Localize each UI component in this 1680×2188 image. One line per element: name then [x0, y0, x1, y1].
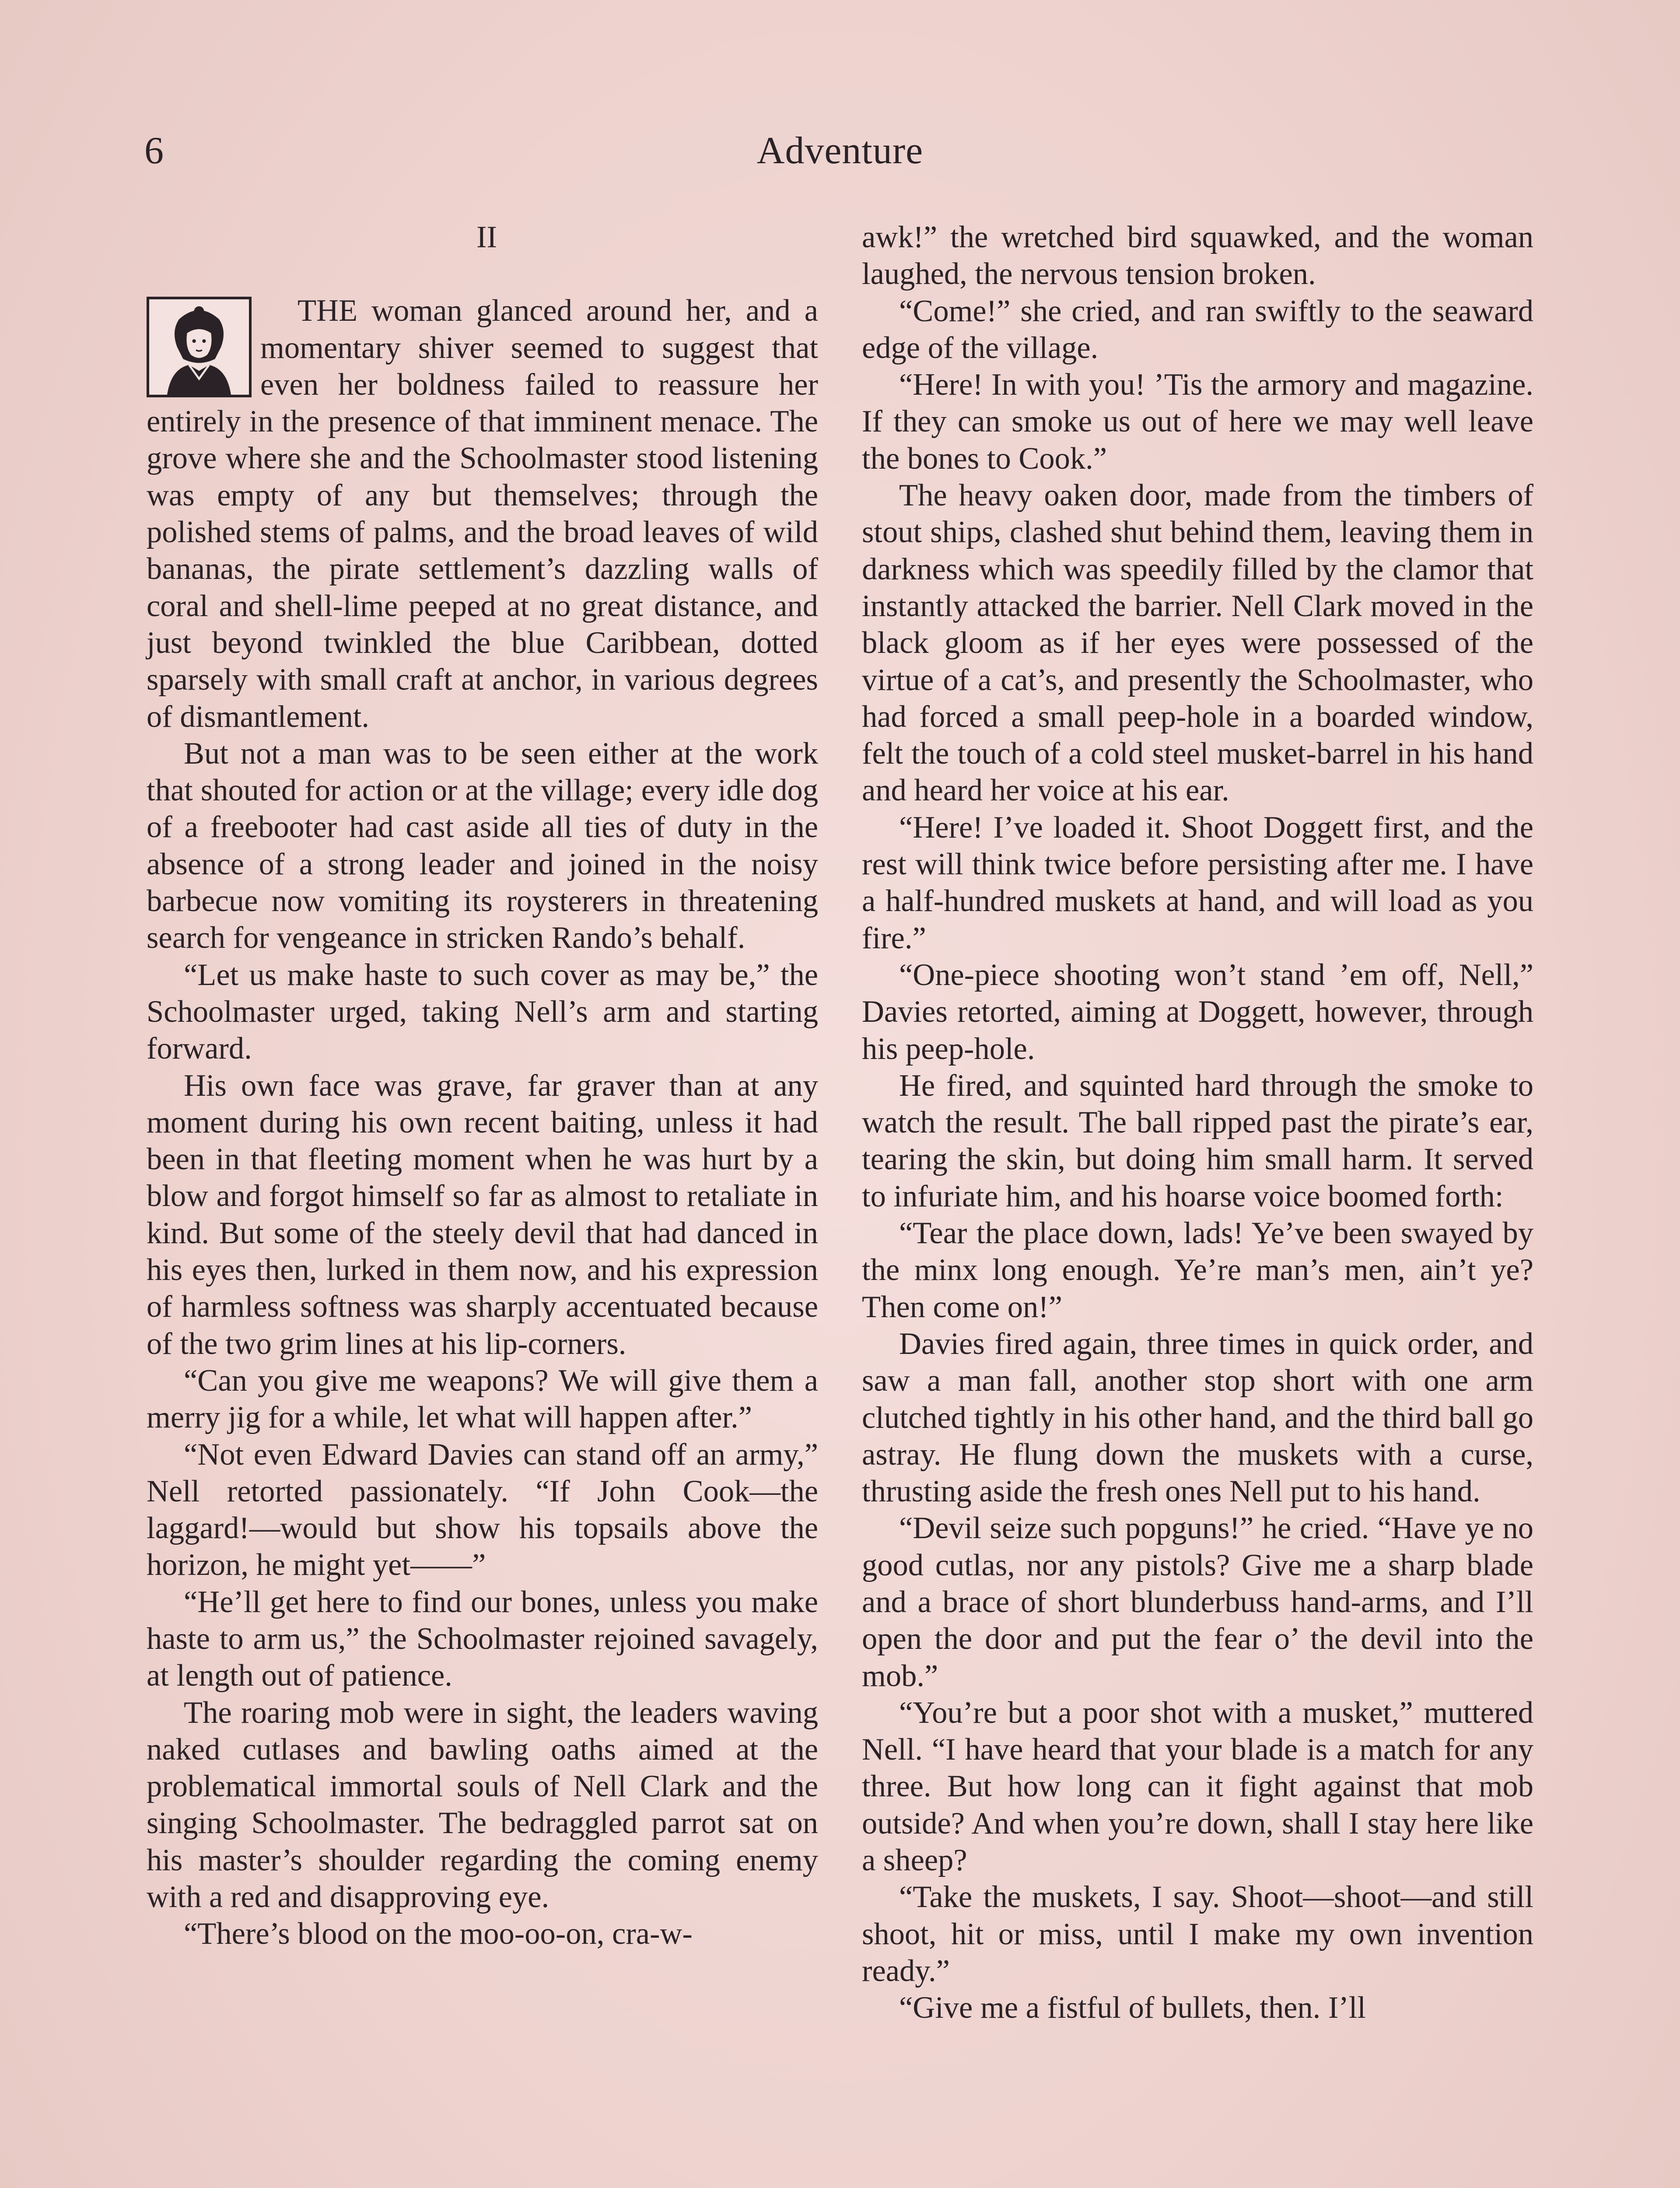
paragraph: “There’s blood on the moo-oo-on, cra-w-	[184, 1917, 693, 1951]
drop-cap-portrait-icon	[147, 297, 252, 397]
paragraph: The roaring mob were in sight, the leaders waving naked cutlases and bawling oaths aimed at the problematical immortal souls of Nell Clark and the singing Schoolmaster. The bedraggled parrot sat on his master’s shoulder regarding the coming enemy with a red and disapproving eye.	[147, 1695, 818, 1914]
paragraph: His own face was grave, far graver than at any moment during his own recent baiting, unless it had been in that fleeting moment when he was hurt by a blow and forgot himself so far as almost to retaliate in kind. But some of the steely devil that had danced in his eyes then, lurked in them now, and his expression of harmless softness was sharply accentuated because of the two grim lines at his lip-corners.	[147, 1068, 818, 1361]
paragraph: Davies fired again, three times in quick order, and saw a man fall, another stop short with one arm clutched tightly in his other hand, and the third ball go astray. He flung down the muskets with a curse, thrusting aside the fresh ones Nell put to his hand.	[862, 1326, 1533, 1509]
paragraph: “Here! I’ve loaded it. Shoot Doggett first, and the rest will think twice before persisting after me. I have a half-hundred muskets at hand, and will load as you fire.”	[862, 810, 1533, 955]
paragraph: “Come!” she cried, and ran swiftly to the seaward edge of the village.	[862, 294, 1533, 365]
paragraph: “He’ll get here to find our bones, unless you make haste to arm us,” the Schoolmaster rejoined savagely, at length out of patience.	[147, 1585, 818, 1693]
paragraph: He fired, and squinted hard through the smoke to watch the result. The ball ripped past the pirate’s ear, tearing the skin, but doing him small harm. It served to infuriate him, and his hoarse voice boomed forth:	[862, 1068, 1533, 1213]
paragraph: “Not even Edward Davies can stand off an army,” Nell retorted passionately. “If John Cook—the laggard!—would but show his topsails above the horizon, he might yet——”	[147, 1437, 818, 1582]
paragraph-text: THE woman glanced around her, and a momentary shiver seemed to suggest that even her boldness failed to reassure her entirely in the presence of that imminent menace. The grove where she and the Schoolmaster stood listening was empty of any but themselves; through the polished stems of palms, and the broad leaves of wild bananas, the pirate settlement’s dazzling walls of coral and shell-lime peeped at no great distance, and just beyond twinkled the blue Caribbean, dotted sparsely with small craft at anchor, in various degrees of dismantlement.	[147, 294, 818, 734]
paragraph: But not a man was to be seen either at the work that shouted for action or at the village; every idle dog of a freebooter had cast aside all ties of duty in the absence of a strong leader and joined in the noisy barbecue now vomiting its roysterers in threatening search for vengeance in stricken Rando’s behalf.	[147, 736, 818, 955]
paragraph: “Devil seize such popguns!” he cried. “Have ye no good cutlas, nor any pistols? Give me a sharp blade and a brace of short blunderbuss hand-arms, and I’ll open the door and put the fear o’ the devil into the mob.”	[862, 1511, 1533, 1693]
page-number: 6	[144, 130, 164, 172]
paragraph: The heavy oaken door, made from the timbers of stout ships, clashed shut behind them, leaving them in darkness which was speedily filled by the clamor that instantly attacked the barrier. Nell Clark moved in the black gloom as if her eyes were possessed of the virtue of a cat’s, and presently the Schoolmaster, who had forced a small peep-hole in a boarded window, felt the touch of a cold steel musket-barrel in his hand and heard her voice at his ear.	[862, 478, 1533, 808]
paragraph	[147, 292, 818, 735]
paragraph: “Tear the place down, lads! Ye’ve been swayed by the minx long enough. Ye’re man’s men, ain’t ye? Then come on!”	[862, 1216, 1533, 1324]
paragraph: “Take the muskets, I say. Shoot—shoot—and still shoot, hit or miss, until I make my own invention ready.”	[862, 1880, 1533, 1988]
paragraph: “You’re but a poor shot with a musket,” muttered Nell. “I have heard that your blade is a match for any three. But how long can it fight against that mob outside? And when you’re down, shall I stay here like a sheep?	[862, 1695, 1533, 1878]
page-header	[144, 127, 1536, 193]
paragraph: “Give me a fistful of bullets, then. I’ll	[899, 1991, 1366, 2025]
paragraph: awk!” the wretched bird squawked, and the woman laughed, the nervous tension broken.	[862, 220, 1533, 291]
paragraph: “One-piece shooting won’t stand ’em off, Nell,” Davies retorted, aiming at Doggett, however, through his peep-hole.	[862, 957, 1533, 1066]
paragraph: “Can you give me weapons? We will give them a merry jig for a while, let what will happen after.”	[147, 1363, 818, 1435]
section-heading: II	[476, 220, 497, 254]
paragraph: “Here! In with you! ’Tis the armory and magazine. If they can smoke us out of here we may well leave the bones to Cook.”	[862, 368, 1533, 476]
paragraph: “Let us make haste to such cover as may be,” the Schoolmaster urged, taking Nell’s arm and starting forward.	[147, 957, 818, 1066]
left-column	[147, 219, 818, 1953]
running-title: Adventure	[756, 130, 924, 172]
right-column	[862, 219, 1533, 2027]
